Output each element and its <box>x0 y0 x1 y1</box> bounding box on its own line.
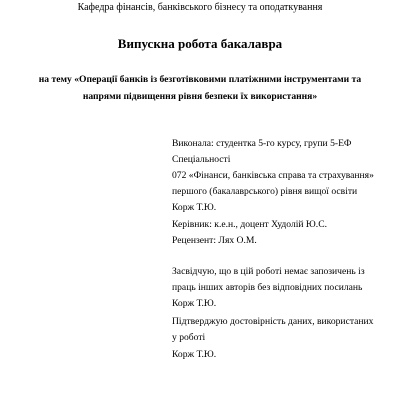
originality-statement-line-2: праць інших авторів без відповідних посилань <box>172 282 363 293</box>
student-name: Корж Т.Ю. <box>172 202 217 213</box>
specialty-value: 072 «Фінанси, банківська справа та страхування» <box>172 170 374 181</box>
originality-statement-line-1: Засвідчую, що в цій роботі немає запозичень із <box>172 266 365 277</box>
authenticity-signature: Корж Т.Ю. <box>172 349 217 360</box>
education-level: першого (бакалаврського) рівня вищої освіти <box>172 186 358 197</box>
authenticity-statement-line-1: Підтверджую достовірність даних, використаних <box>172 316 374 327</box>
originality-signature: Корж Т.Ю. <box>172 298 217 309</box>
supervisor: Керівник: к.е.н., доцент Худолій Ю.С. <box>172 219 327 230</box>
thesis-topic-line-1: на тему «Операції банків із безготівковими платіжними інструментами та <box>38 74 362 85</box>
reviewer: Рецензент: Лях О.М. <box>172 235 257 246</box>
thesis-topic-line-2: напрями підвищення рівня безпеки їх використання» <box>82 91 318 102</box>
department-heading: Кафедра фінансів, банківського бізнесу та оподаткування <box>77 2 323 13</box>
authenticity-statement-line-2: у роботі <box>172 332 206 343</box>
specialty-label: Спеціальності <box>172 154 231 165</box>
thesis-title: Випускна робота бакалавра <box>117 36 283 51</box>
performed-by: Виконала: студентка 5-го курсу, групи 5-ЕФ <box>172 138 352 149</box>
